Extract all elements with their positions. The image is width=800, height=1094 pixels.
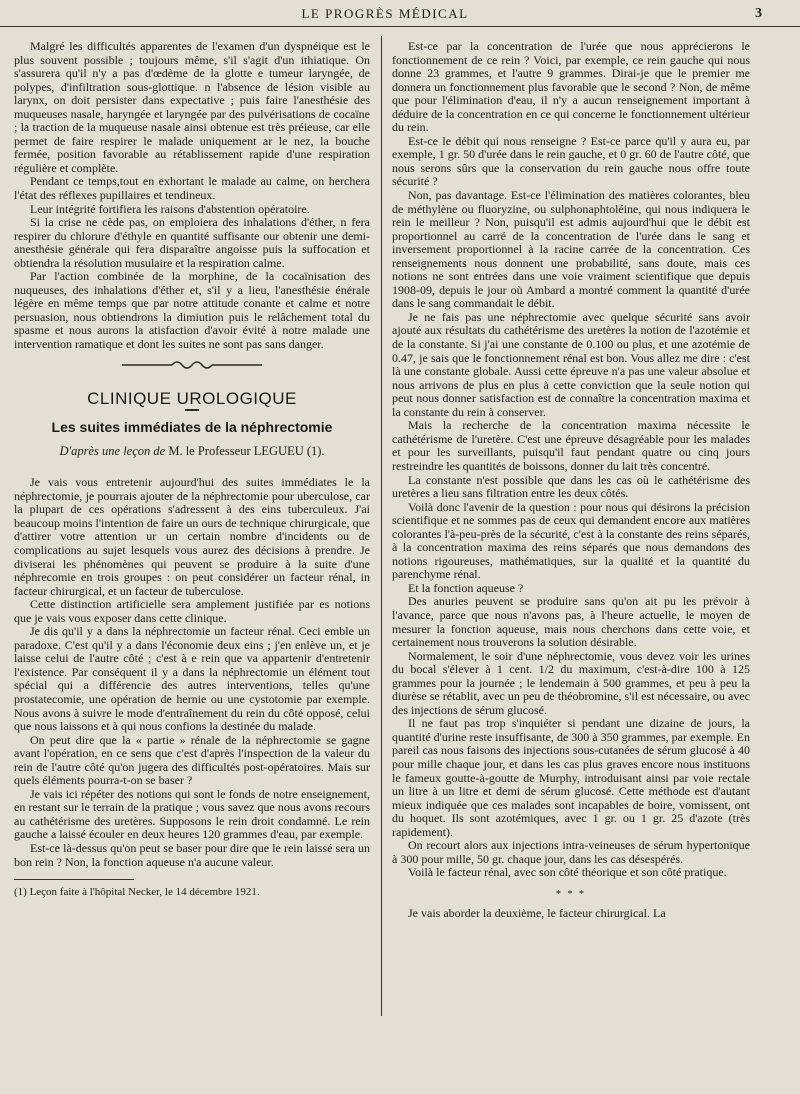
paragraph: On peut dire que la « partie » rénale de la néphrectomie se gagne avant l'opération, en ce sens que c'est d'après l'inspection de la valeur du rein de l'autre côté qu'on jugera des difficultés post-opératoires. Mais sur quels éléments pourra-t-on se baser ? [14, 732, 370, 788]
paragraph: Il ne faut pas trop s'inquiéter si pendant une dizaine de jours, la quantité d'urine reste insuffisante, de 300 à 350 grammes, par exemple. En pareil cas nous faisons des injections sous-cutanées de sérum glucosé à 40 pour mille chaque jour, et dans les cas plus graves encore nous instituons le fameux goutte-à-goutte de Murphy, introduisant ainsi par voie rectale un litre à un litre et demi de sérum glucosé. Cette méthode est d'autant mieux indiquée que ces malades sont incapables de boire, vomissent, ont du hoquet. Ils sont azotémiques, avec 1 gr. ou 1 gr. 25 d'azote (très rapidement). [392, 716, 750, 839]
byline-author: M. le Professeur LEGUEU (1). [168, 443, 325, 458]
paragraph: Je vais aborder la deuxième, le facteur chirurgical. La [408, 906, 666, 921]
column-divider [381, 36, 382, 1016]
paragraph: Leur intégrité fortifiera les raisons d'abstention opératoire. [30, 201, 310, 216]
footnote-rule [14, 879, 134, 880]
footnote: (1) Leçon faite à l'hôpital Necker, le 14 décembre 1921. [14, 886, 260, 899]
byline [14, 445, 370, 459]
paragraph: Si la crise ne cède pas, on emploiera des inhalations d'éther, n fera respirer du chlorure d'éthyle en quantité suffisante our obtenir une demi-anesthésie générale qui fera disparaître angoisse puis la suffocation et obtiendra la résolution musulaire et la respiration calme. [14, 215, 370, 270]
paragraph: Par l'action combinée de la morphine, de la cocaïnisation des nuqueuses, des inhalations d'éther et, s'il y a lieu, l'anesthésie énérale légère en même temps que par notre attitude conante et calme et notre persuasion, nous obtiendrons la dimiution puis le relâchement total du spasme et nous aurons la atisfaction d'avoir évité à notre malade une intervention ramatique et dont les suites ne sont pas sans danger. [14, 269, 370, 352]
paragraph: La constante n'est possible que dans les cas où le cathétérisme des uretères a lieu sans filtration entre les deux côtés. [392, 472, 750, 501]
paragraph: Voilà le facteur rénal, avec son côté théorique et son côté pratique. [408, 865, 727, 880]
title-dash [185, 409, 199, 411]
paragraph: Pendant ce temps,tout en exhortant le malade au calme, on herchera l'état des réflexes pupillaires et tendineux. [14, 174, 370, 203]
running-head [0, 0, 800, 27]
paragraph: Je dis qu'il y a dans la néphrectomie un facteur rénal. Ceci emble un paradoxe. C'est qu'il y a dans l'économie deux eins ; j'en enlève un, et je laisse celui de l'autre côté ; c'est à e rein que va appartenir d'entretenir l'existence. Par conséquent il y a dans la néphrectomie un élément tout spécial qui a différencie des autres interventions, telles qu'une prostatecomie, une opération de hernie ou une cystotomie par exemple. Nous avons à suivre le mode d'entraînement du rein du côté opposé, celui que nous laissons et à qui nous confions la destinée du malade. [14, 624, 370, 734]
section-title: CLINIQUE UROLOGIQUE [87, 388, 297, 408]
byline-prefix: D'après une leçon de [59, 443, 166, 458]
journal-title: LE PROGRÈS MÉDICAL [301, 6, 469, 21]
paragraph: Je vais vous entretenir aujourd'hui des suites immédiates le la néphrectomie, je pourrais ajouter de la néphrectomie pour uberculose, car la plupart de ces opérations s'adressent à des eins tuberculeux. J'ai beaucoup moins l'intention de faire un ours de technique chirurgicale, que d'attirer votre attention ur un certain nombre d'incidents ou de complications au sujet lesquels vous aurez des décisions à prendre. Je diviserai les phénomènes qui peuvent se produire à la suite d'une néphrecomie en trois groupes : on peut considérer un facteur rénal, in facteur chirurgical, et un facteur de tuberculose. [14, 475, 370, 598]
paragraph: Est-ce là-dessus qu'on peut se baser pour dire que le rein laissé sera un bon rein ? Non, la fonction aqueuse n'a aucune valeur. [14, 840, 370, 869]
section-ornament [14, 358, 370, 380]
paragraph: Malgré les difficultés apparentes de l'examen d'un dyspnéique est le plus souvent possible ; toujours même, s'il s'agit d'un ithiatique. On s'assurera qu'il n'y a pas d'œdème de la glotte e tumeur laryngée, de polypes, d'infiltration sous-glottique. n l'absence de lésion visible au larynx, on doit persister dans expectative ; puis faire l'anesthésie des muqueuses nasale, haryngée et laryngée par des pulvérisations de cocaïne ; la traction de la muqueuse nasale ainsi obtenue est très préieuse, car elle permet de faire respirer le malade uniquement ar le nez, la bouche fermée, position favorable au rétablissement rapide d'une respiration régulière et complète. [14, 39, 370, 175]
paragraph: Des anuries peuvent se produire sans qu'on ait pu les prévoir à l'avance, parce que nous n'avons pas, à l'heure actuelle, le moyen de mesurer la fonction aqueuse, mais nous cherchons dans cette voie, et certainement nous trouverons la solution désirable. [392, 594, 750, 650]
paragraph: Cette distinction artificielle sera amplement justifiée par es notions que je vais vous exposer dans cette clinique. [14, 597, 370, 625]
asterism: * * * [556, 888, 586, 900]
paragraph: Est-ce par la concentration de l'urée que nous apprécierons le fonctionnement de ce rein ? Voici, par exemple, ce rein gauche qui nous donne 23 grammes, et l'autre 9 grammes. Dirai-je que le premier me donnera un fonctionnement plus favorable que le second ? Non, de même que pour l'élimination d'eau, il n'y a aucun renseignement important à déduire de la concentration en ce qui concerne le fonctionnement ultérieur du rein. [392, 39, 750, 135]
ornament-rule-icon [122, 358, 262, 372]
paragraph: Je vais ici répéter des notions qui sont le fonds de notre enseignement, en restant sur le terrain de la pratique ; vous savez que nous avons recours au cathétérisme des uretères. Supposons le rein droit condamné. Le rein gauche a laissé écouler en deux heures 120 grammes d'eau, par exemple. [14, 786, 370, 842]
page-number: 3 [755, 6, 762, 21]
paragraph: Je ne fais pas une néphrectomie avec quelque sécurité sans avoir ajouté aux résultats du cathétérisme des uretères la notion de l'azotémie et de la constante. Si j'ai une constante de 0.100 ou plus, et une azotémie de 0.47, je sais que le fonctionnement rénal est bon. Vous allez me dire : c'est là une constante globale. Aussi cette épreuve n'a pas une valeur absolue et nous arrivons de plus en plus à cette conviction que la seule notion qui peut nous donner satisfaction est de connaître la concentration maxima et la constante du rein à conserver. [392, 309, 750, 419]
article-title: Les suites immédiates de la néphrectomie [51, 419, 333, 436]
paragraph: Est-ce le débit qui nous renseigne ? Est-ce parce qu'il y aura eu, par exemple, 1 gr. 50 d'urée dans le rein gauche, et 0 gr. 60 de l'autre côté, que nous serons sûrs que la conservation du rein gauche nous offre toute sécurité ? [392, 133, 750, 189]
paragraph: Mais la recherche de la concentration maxima nécessite le cathétérisme de l'uretère. C'est une épreuve désagréable pour les malades et pour les surveillants, puisqu'il faut pendant quatre ou cinq jours restreindre les quantités de boissons, donner du lait très concentré. [392, 418, 750, 473]
paragraph: Et la fonction aqueuse ? [408, 580, 524, 595]
right-column [392, 40, 750, 921]
paragraph: Non, pas davantage. Est-ce l'élimination des matières colorantes, bleu de méthylène ou fluoryzine, ou sulphonaphtoléine, qui nous indiquera le rein le meilleur ? Non, puisqu'il est admis aujourd'hui que le débit est proportionnel au carré de la concentration de l'urée dans le sang et inversement proportionnel à la racine carrée de la concentration. Ces renseignements nous donnent une probabilité, sans doute, mais ces notions ne sont entrées dans une voie vraiment scientifique que depuis 1908-09, depuis le jour où Ambard a montré comment la quantité d'urée dans le sang commandait le débit. [392, 188, 750, 311]
left-column [14, 40, 370, 900]
paragraph: Voilà donc l'avenir de la question : pour nous qui désirons la précision scientifique et ne sommes pas de ceux qui demandent encore aux matières colorantes l'à-peu-près de la sécurité, c'est à la constante des reins séparés, à la concentration maxima des reins séparés que nous demandons des notions rigoureuses, mathématiques, sur la qualité et la quantité du parenchyme rénal. [392, 499, 750, 582]
paragraph: Normalement, le soir d'une néphrectomie, vous devez voir les urines du bocal s'élever à 1 cent. 1/2 du maximum, c'est-à-dire 100 à 125 grammes pour la journée ; le lendemain à 500 grammes, et peu à peu la diurèse se rétablit, avec un peu de théobromine, s'il est nécessaire, ou avec des injections de sérum glucosé. [392, 648, 750, 717]
paragraph: On recourt alors aux injections intra-veineuses de sérum hypertonique à 300 pour mille, 50 gr. chaque jour, dans les cas désespérés. [392, 838, 750, 866]
